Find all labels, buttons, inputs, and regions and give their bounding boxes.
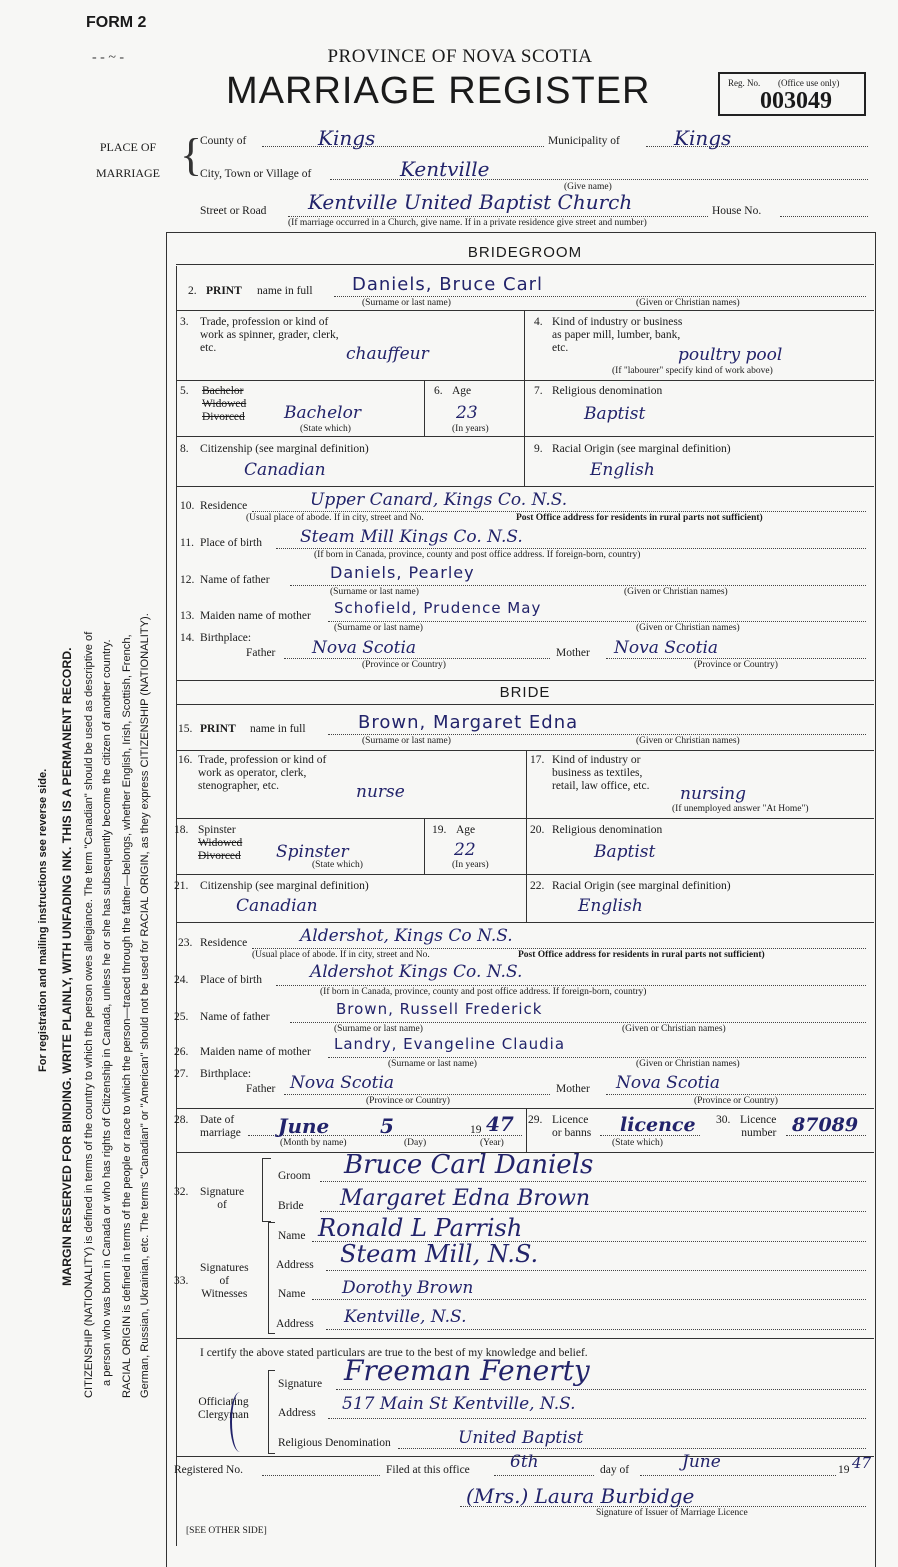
groom-l13: 13.	[180, 610, 195, 622]
city-label: City, Town or Village of	[200, 168, 312, 180]
witness-brace	[268, 1222, 275, 1334]
office-note: (Office use only)	[778, 78, 840, 88]
street-note: (If marriage occurred in a Church, give name. If in a private residence give street and number)	[288, 218, 647, 228]
sig-l32: 32.	[174, 1186, 189, 1198]
marriage-l29: 29.	[528, 1114, 543, 1126]
groom-father-given-note: (Given or Christian names)	[624, 587, 728, 597]
groom-trade-label: Trade, profession or kind of work as spinner, grader, clerk, etc.	[200, 316, 339, 354]
bride-father: Brown, Russell Frederick	[336, 1000, 543, 1018]
clergy-signature-label: Signature	[278, 1378, 323, 1390]
give-name-note: (Give name)	[564, 182, 612, 192]
groom-birth-label: Place of birth	[200, 537, 262, 549]
marriage-day: 5	[380, 1114, 394, 1138]
form-number: FORM 2	[86, 14, 147, 31]
bride-birth-line	[276, 985, 866, 986]
municipality-label: Municipality of	[548, 135, 620, 147]
sig-label-1: Signature	[200, 1186, 245, 1198]
certify-statement: I certify the above stated particulars are true to the best of my knowledge and belief.	[200, 1347, 588, 1359]
bride-mother-bp: Nova Scotia	[616, 1073, 721, 1093]
reg-no-value: 003049	[760, 88, 832, 114]
bride-l23: 23.	[178, 937, 193, 949]
groom-status-options	[202, 385, 246, 424]
filed-label: Filed at this office	[386, 1464, 470, 1476]
bride-name-line	[328, 734, 866, 735]
groom-birth: Steam Mill Kings Co. N.S.	[300, 527, 523, 547]
groom-print: PRINT	[206, 285, 242, 297]
bride-mother-prov-note: (Province or Country)	[694, 1096, 778, 1106]
w1-name-label: Name	[278, 1230, 306, 1242]
clergy-address-line	[328, 1418, 866, 1419]
bride-name: Brown, Margaret Edna	[358, 712, 579, 733]
groom-col-divider-2	[524, 436, 525, 486]
registered-no-label: Registered No.	[174, 1464, 243, 1476]
bride-birth-label: Place of birth	[200, 974, 262, 986]
house-no-label: House No.	[712, 205, 762, 217]
bride-father-bp: Nova Scotia	[290, 1073, 395, 1093]
county-line	[262, 146, 544, 147]
date-label	[200, 1114, 241, 1140]
witness1-name: Ronald L Parrish	[318, 1214, 523, 1242]
clergy-denomination-line	[398, 1448, 866, 1449]
see-other-side: [SEE OTHER SIDE]	[186, 1526, 267, 1536]
house-no-line	[780, 216, 868, 217]
date-label-1: Date of	[200, 1114, 235, 1126]
groom-rule-2	[176, 310, 874, 311]
margin-definition-3: RACIAL ORIGIN is defined in terms of the people or race to which the person—traced through the father—belongs, whether English, Irish, Scottish, French,	[121, 634, 133, 1398]
bride-residence-label: Residence	[200, 937, 248, 949]
groom-section-title: BRIDEGROOM	[467, 244, 583, 261]
groom-industry-label: Kind of industry or business as paper mill, lumber, bank, etc.	[552, 316, 683, 354]
bride-years-note: (In years)	[452, 860, 489, 870]
groom-rule-3	[176, 380, 874, 381]
groom-l8: 8.	[180, 443, 189, 455]
groom-rule-5	[176, 486, 874, 487]
bride-father-bp-label: Father	[246, 1083, 276, 1095]
bride-sig-label: Bride	[278, 1200, 304, 1212]
groom-l6: 6.	[434, 385, 443, 397]
bride-l17: 17.	[530, 754, 545, 766]
marriage-l28: 28.	[174, 1114, 189, 1126]
groom-father-bp: Nova Scotia	[312, 638, 417, 658]
bride-rule-2	[176, 750, 874, 751]
reg-no-box	[718, 72, 866, 116]
issuer-label: Signature of Issuer of Marriage Licence	[596, 1508, 748, 1518]
option-bachelor: Bachelor	[202, 385, 244, 397]
groom-mother: Schofield, Prudence May	[334, 599, 542, 617]
marriage-year: 47	[486, 1112, 514, 1136]
w2-address-label: Address	[276, 1318, 314, 1330]
day-note: (Day)	[404, 1138, 427, 1148]
bride-given-note: (Given or Christian names)	[636, 736, 740, 746]
county-value: Kings	[318, 126, 376, 150]
bride-l20: 20.	[530, 824, 545, 836]
groom-age-label: Age	[452, 385, 472, 397]
groom-racial: English	[590, 460, 655, 480]
sig-of-label	[200, 1186, 244, 1212]
groom-residence: Upper Canard, Kings Co. N.S.	[310, 490, 568, 510]
bride-birth: Aldershot Kings Co. N.S.	[310, 962, 523, 982]
bride-bottom-rule	[176, 1108, 874, 1109]
groom-state: Bachelor	[284, 403, 361, 423]
licence-state-note: (State which)	[612, 1138, 663, 1148]
clergy-signature-line	[336, 1389, 866, 1390]
street-line	[288, 216, 708, 217]
licence-no-label-1: Licence	[740, 1114, 777, 1126]
bride-status-options	[198, 824, 242, 863]
marriage-year-prefix: 19	[470, 1124, 482, 1136]
groom-mother-surname-note: (Surname or last name)	[334, 623, 423, 633]
bride-father-line	[290, 1022, 866, 1023]
margin-definition-1: CITIZENSHIP (NATIONALITY) is defined in terms of the country to which the person owes allegiance. The term "Canadian" should be used as descriptive of	[83, 631, 95, 1398]
clergy-label-1: Officiating	[198, 1396, 249, 1408]
street-value: Kentville United Baptist Church	[308, 190, 633, 214]
option-spinster: Spinster	[198, 824, 236, 836]
pen-flourish	[230, 1392, 250, 1452]
clergy-brace	[268, 1370, 275, 1454]
groom-l7: 7.	[534, 385, 543, 397]
w1-address-line	[326, 1270, 866, 1271]
county-label: County of	[200, 135, 247, 147]
bride-title-rule	[176, 704, 874, 705]
filed-month: June	[682, 1452, 721, 1472]
bride-rule-4	[176, 874, 874, 875]
bride-top-rule	[176, 680, 874, 681]
groom-residence-label: Residence	[200, 500, 248, 512]
bride-rule-5	[176, 922, 874, 923]
licence-no-label	[740, 1114, 776, 1140]
groom-religion-label: Religious denomination	[552, 385, 663, 397]
marriage-l30: 30.	[716, 1114, 731, 1126]
w1-address-label: Address	[276, 1259, 314, 1271]
groom-mother-prov-note: (Province or Country)	[694, 660, 778, 670]
clergy-address-label: Address	[278, 1407, 316, 1419]
groom-age: 23	[456, 403, 478, 423]
groom-industry: poultry pool	[678, 345, 783, 365]
bride-section-title: BRIDE	[499, 684, 551, 701]
witness-label	[200, 1262, 249, 1301]
bride-signature: Margaret Edna Brown	[340, 1186, 591, 1211]
option-widowed: Widowed	[202, 398, 247, 410]
filed-year-prefix: 19	[838, 1464, 850, 1476]
groom-l5: 5.	[180, 385, 189, 397]
bride-industry: nursing	[680, 784, 747, 804]
bride-age: 22	[454, 840, 476, 860]
bride-trade: nurse	[356, 782, 405, 802]
city-value: Kentville	[400, 157, 490, 181]
bride-sig-line	[320, 1211, 866, 1212]
groom-trade: chauffeur	[346, 344, 429, 364]
option-widowed-bride: Widowed	[198, 837, 243, 849]
groom-mother-given-note: (Given or Christian names)	[636, 623, 740, 633]
groom-name: Daniels, Bruce Carl	[352, 274, 544, 295]
bride-residence-note-bold: Post Office address for residents in rural parts not sufficient)	[518, 950, 765, 960]
groom-racial-label: Racial Origin (see marginal definition)	[552, 443, 731, 455]
bride-mother-label: Maiden name of mother	[200, 1046, 311, 1058]
groom-citizenship-label: Citizenship (see marginal definition)	[200, 443, 369, 455]
issuer-signature: (Mrs.) Laura Burbidge	[466, 1484, 695, 1508]
bride-age-label: Age	[456, 824, 476, 836]
bride-age-divider	[424, 818, 425, 874]
groom-name-line	[334, 296, 866, 297]
licence-divider	[526, 1108, 527, 1152]
bride-mother: Landry, Evangeline Claudia	[334, 1035, 566, 1053]
bride-state: Spinster	[276, 842, 349, 862]
clergy-address: 517 Main St Kentville, N.S.	[342, 1394, 576, 1414]
margin-definition-2: a person who was born in Canada or who has rights of Citizenship in Canada, unless he or she has subsequently become the citizen of another country.	[101, 639, 113, 1386]
date-label-2: marriage	[200, 1127, 241, 1139]
form-title: MARRIAGE REGISTER	[226, 70, 651, 112]
bride-state-note: (State which)	[312, 860, 363, 870]
groom-residence-note-bold: Post Office address for residents in rural parts not sufficient)	[516, 513, 763, 523]
sig-l33: 33.	[174, 1275, 189, 1287]
registered-no-line	[262, 1475, 380, 1476]
groom-father-bp-line	[284, 658, 550, 659]
bride-racial: English	[578, 896, 643, 916]
licence-no-label-2: number	[741, 1127, 777, 1139]
province-heading: PROVINCE OF NOVA SCOTIA	[327, 46, 593, 67]
groom-l2: 2.	[188, 285, 197, 297]
bride-l22: 22.	[530, 880, 545, 892]
clergy-signature: Freeman Fenerty	[344, 1354, 590, 1387]
option-divorced-bride: Divorced	[198, 850, 241, 862]
bride-surname-note: (Surname or last name)	[362, 736, 451, 746]
bride-l26: 26.	[174, 1046, 189, 1058]
bride-industry-label: Kind of industry or business as textiles, retail, law office, etc.	[552, 754, 650, 792]
witness1-address: Steam Mill, N.S.	[340, 1240, 539, 1268]
witness2-name: Dorothy Brown	[342, 1278, 474, 1298]
bride-father-surname-note: (Surname or last name)	[334, 1024, 423, 1034]
licence-number: 87089	[792, 1114, 859, 1136]
bride-religion: Baptist	[594, 842, 656, 862]
groom-l12: 12.	[180, 574, 195, 586]
clergy-label-2: Clergyman	[198, 1409, 249, 1421]
place-label-2: MARRIAGE	[96, 166, 161, 180]
bride-father-bp-line	[284, 1094, 550, 1095]
bride-citizenship-label: Citizenship (see marginal definition)	[200, 880, 369, 892]
wit-label-1: Signatures	[200, 1262, 249, 1274]
licence-label-1: Licence	[552, 1114, 589, 1126]
filed-month-line	[640, 1475, 836, 1476]
groom-father: Daniels, Pearley	[330, 563, 475, 582]
option-divorced: Divorced	[202, 411, 245, 423]
bride-citizenship: Canadian	[236, 896, 318, 916]
groom-father-surname-note: (Surname or last name)	[330, 587, 419, 597]
bride-l18: 18.	[174, 824, 189, 836]
bride-col-divider-1	[526, 750, 527, 922]
bride-industry-note: (If unemployed answer "At Home")	[672, 804, 809, 814]
year-note: (Year)	[480, 1138, 504, 1148]
bride-birthplace-label: Birthplace:	[200, 1068, 252, 1080]
reg-no-label: Reg. No.	[728, 78, 761, 88]
w2-name-label: Name	[278, 1288, 306, 1300]
groom-surname-note: (Surname or last name)	[362, 298, 451, 308]
bride-father-given-note: (Given or Christian names)	[622, 1024, 726, 1034]
bride-residence-line	[252, 948, 866, 949]
groom-father-line	[290, 585, 866, 586]
bride-father-prov-note: (Province or Country)	[366, 1096, 450, 1106]
licence-label-2: or banns	[552, 1127, 592, 1139]
groom-l3: 3.	[180, 316, 189, 328]
groom-top-rule	[176, 264, 874, 265]
groom-residence-note: (Usual place of abode. If in city, street and No.	[246, 513, 424, 523]
municipality-value: Kings	[674, 126, 732, 150]
bride-l25: 25.	[174, 1011, 189, 1023]
month-note: (Month by name)	[280, 1138, 347, 1148]
groom-state-note: (State which)	[300, 424, 351, 434]
bride-print: PRINT	[200, 723, 236, 735]
bride-mother-bp-line	[606, 1094, 866, 1095]
wit-label-2: of	[219, 1275, 230, 1287]
groom-mother-label: Maiden name of mother	[200, 610, 311, 622]
groom-residence-line	[252, 511, 866, 512]
bride-mother-surname-note: (Surname or last name)	[388, 1059, 477, 1069]
bride-l19: 19.	[432, 824, 447, 836]
filed-year: 47	[852, 1454, 872, 1472]
groom-industry-note: (If "labourer" specify kind of work above)	[612, 366, 773, 376]
bride-l27: 27.	[174, 1068, 189, 1080]
wit-label-3: Witnesses	[201, 1288, 248, 1300]
inner-left-rule	[176, 266, 177, 1546]
bride-l24: 24.	[174, 974, 189, 986]
groom-sig-line	[320, 1181, 866, 1182]
groom-birth-note: (If born in Canada, province, county and post office address. If foreign-born, country)	[314, 550, 641, 560]
w2-address-line	[326, 1329, 866, 1330]
place-label-1: PLACE OF	[99, 140, 157, 154]
witness2-address: Kentville, N.S.	[344, 1307, 467, 1327]
bride-religion-label: Religious denomination	[552, 824, 663, 836]
filed-day-line	[494, 1475, 594, 1476]
marriage-month: June	[278, 1114, 330, 1138]
place-group-label	[96, 134, 160, 186]
bride-racial-label: Racial Origin (see marginal definition)	[552, 880, 731, 892]
groom-mother-bp: Nova Scotia	[614, 638, 719, 658]
stray-marks: - - ~ -	[92, 50, 125, 65]
bride-mother-line	[328, 1057, 866, 1058]
groom-religion: Baptist	[584, 404, 646, 424]
bride-residence: Aldershot, Kings Co N.S.	[300, 926, 513, 946]
w2-name-line	[312, 1299, 866, 1300]
groom-mother-bp-line	[606, 658, 866, 659]
margin-instructions-1: For registration and mailing instructions see reverse side.	[37, 768, 49, 1072]
groom-l4: 4.	[534, 316, 543, 328]
licence-label	[552, 1114, 591, 1140]
clergy-denomination-label: Religious Denomination	[278, 1437, 391, 1449]
licence-value: licence	[620, 1114, 696, 1136]
groom-father-prov-note: (Province or Country)	[362, 660, 446, 670]
bride-trade-label: Trade, profession or kind of work as operator, clerk, stenographer, etc.	[198, 754, 327, 792]
groom-rule-4	[176, 436, 874, 437]
groom-age-divider	[424, 380, 425, 436]
groom-name-label: name in full	[257, 285, 313, 297]
street-label: Street or Road	[200, 205, 267, 217]
margin-definition-4: German, Russian, Ukrainian, etc. The terms "Canadian" or "American" should not be used for RACIAL ORIGIN, as they express CITIZENSHIP (NATIONALITY).	[139, 613, 151, 1398]
sig-label-2: of	[217, 1199, 227, 1211]
margin-instructions-2: MARGIN RESERVED FOR BINDING. WRITE PLAINLY, WITH UNFADING INK. THIS IS A PERMANENT RECORD.	[60, 647, 74, 1286]
place-brace: {	[180, 129, 203, 180]
sig-brace	[262, 1158, 271, 1222]
bride-l16: 16.	[178, 754, 193, 766]
groom-citizenship: Canadian	[244, 460, 326, 480]
groom-l9: 9.	[534, 443, 543, 455]
clergy-denomination: United Baptist	[458, 1428, 584, 1448]
bride-name-label: name in full	[250, 723, 306, 735]
groom-signature: Bruce Carl Daniels	[344, 1150, 594, 1180]
witness-bottom-rule	[176, 1338, 874, 1339]
groom-l14: 14.	[180, 632, 195, 644]
bride-l15: 15.	[178, 723, 193, 735]
groom-l11: 11.	[180, 537, 194, 549]
filed-day: 6th	[510, 1452, 539, 1472]
groom-father-label: Name of father	[200, 574, 270, 586]
groom-years-note: (In years)	[452, 424, 489, 434]
groom-father-bp-label: Father	[246, 647, 276, 659]
bride-mother-given-note: (Given or Christian names)	[636, 1059, 740, 1069]
groom-l10: 10.	[180, 500, 195, 512]
groom-sig-label: Groom	[278, 1170, 311, 1182]
groom-birthplace-label: Birthplace:	[200, 632, 252, 644]
groom-mother-bp-label: Mother	[556, 647, 590, 659]
bride-residence-note: (Usual place of abode. If in city, street and No.	[252, 950, 430, 960]
groom-birth-line	[276, 548, 866, 549]
bride-mother-bp-label: Mother	[556, 1083, 590, 1095]
groom-given-note: (Given or Christian names)	[636, 298, 740, 308]
bride-rule-3	[176, 818, 874, 819]
bride-l21: 21.	[174, 880, 189, 892]
groom-mother-line	[328, 621, 866, 622]
bride-father-label: Name of father	[200, 1011, 270, 1023]
day-of-label: day of	[600, 1464, 630, 1476]
bride-birth-note: (If born in Canada, province, county and post office address. If foreign-born, country)	[320, 987, 647, 997]
